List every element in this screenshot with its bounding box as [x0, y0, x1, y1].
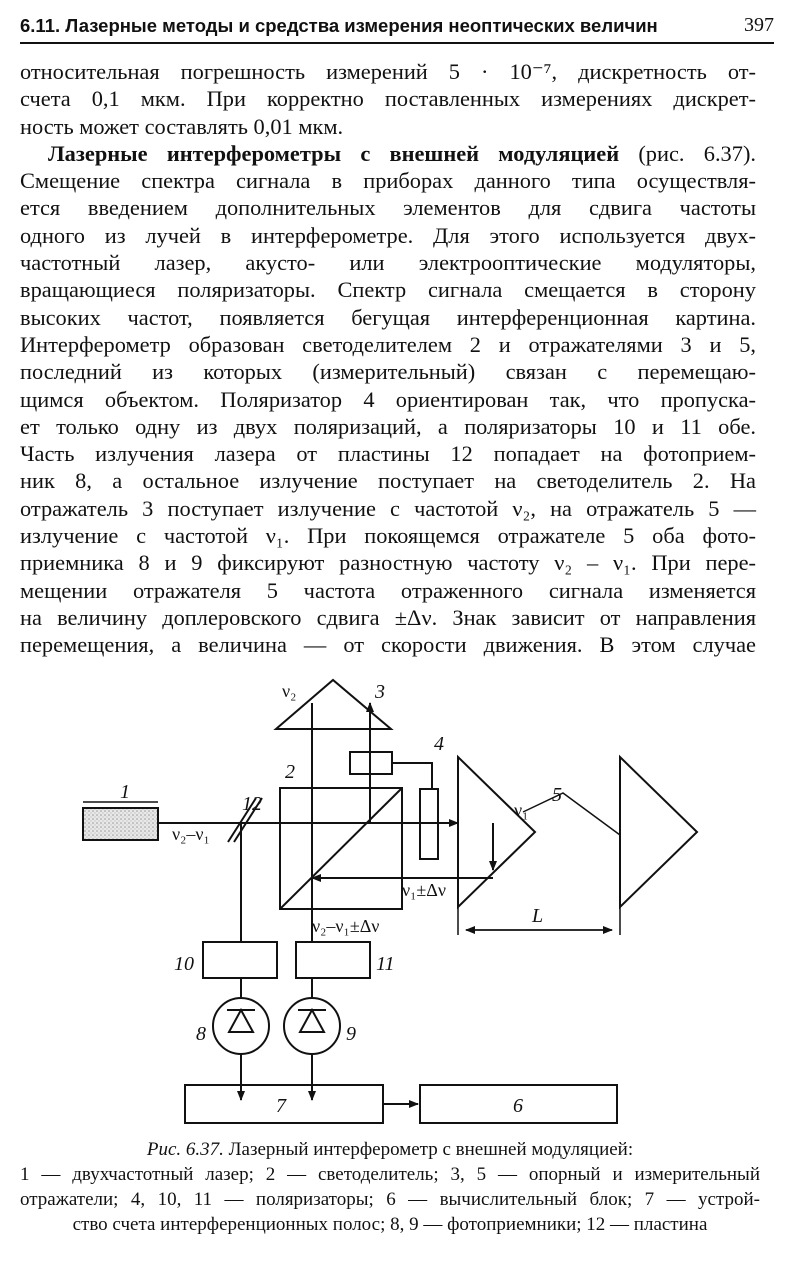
label-nu1: ν₁: [514, 800, 529, 820]
caption-line: отражатели; 4, 10, 11 — поляризаторы; 6 — вычислительный блок; 7 — устрой-: [20, 1189, 760, 1210]
text-line: Смещение спектра сигнала в приборах данного типа осуществля-: [20, 168, 756, 194]
caption-title-text: Лазерный интерферометр с внешней модуляцией:: [223, 1139, 634, 1160]
photodetector-9: [284, 998, 340, 1054]
label-8: 8: [196, 1023, 206, 1045]
figure-6-37: [0, 670, 794, 1140]
text-line: частотный лазер, акусто- или электрооптические модуляторы,: [20, 250, 756, 276]
text-line: излучение с частотой ν₁. При покоящемся отражателе 5 оба фото-: [20, 523, 756, 549]
paragraph-1: [20, 58, 756, 140]
text-line: ет только одну из двух поляризаций, а поляризаторы 10 и 11 обе.: [20, 413, 756, 439]
text-line: щимся объектом. Поляризатор 4 ориентирован так, что пропуска-: [20, 386, 756, 412]
label-9: 9: [346, 1023, 356, 1045]
text-line: перемещения, а величина — от скорости движения. В этом случае: [20, 632, 756, 658]
caption-title: [20, 1137, 760, 1162]
text-line: на величину доплеровского сдвига ±Δν. Знак зависит от направления: [20, 604, 756, 630]
label-nu2-nu1-pm-dnu: ν₂–ν₁±Δν: [312, 916, 380, 936]
label-10: 10: [174, 953, 194, 975]
label-4: 4: [434, 733, 444, 755]
text-line: высоких частот, появляется бегущая интерференционная картина.: [20, 304, 756, 330]
text-line: последний из которых (измерительный) связан с перемещаю-: [20, 359, 756, 385]
text-line: отражатель 3 поступает излучение с частотой ν₂, на отражатель 5 —: [20, 495, 756, 521]
text-line: одного из лучей в интерферометре. Для этого используется двух-: [20, 222, 756, 248]
text-line: ность может составлять 0,01 мкм.: [20, 113, 344, 139]
running-head: [20, 12, 774, 44]
figure-reference: (рис. 6.37).: [619, 140, 757, 166]
figure-caption: [20, 1137, 760, 1237]
label-12: 12: [242, 793, 262, 815]
label-5: 5: [552, 784, 562, 806]
label-6: 6: [513, 1095, 523, 1117]
section-title: 6.11. Лазерные методы и средства измерения неоптических величин: [20, 15, 658, 36]
body-text: [20, 58, 756, 659]
polarizer-10: [203, 942, 277, 978]
caption-line: 1 — двухчастотный лазер; 2 — светоделитель; 3, 5 — опорный и измерительный: [20, 1164, 760, 1185]
text-line: Часть излучения лазера от пластины 12 попадает на фотоприем-: [20, 441, 756, 467]
page-number: 397: [744, 14, 774, 36]
label-3: 3: [375, 681, 385, 703]
photodetector-8: [213, 998, 269, 1054]
text-line: относительная погрешность измерений 5 · 10⁻⁷, дискретность от-: [20, 59, 756, 84]
reflector-5-moved: [620, 757, 697, 907]
caption-figure-number: Рис. 6.37.: [146, 1139, 224, 1160]
caption-line: ство счета интерференционных полос; 8, 9 — фотоприемники; 12 — пластина: [72, 1214, 708, 1235]
label-nu2-minus-nu1: ν₂–ν₁: [172, 824, 210, 844]
reflector-5: [458, 757, 535, 907]
label-nu2: ν₂: [282, 681, 297, 701]
text-line: [20, 140, 756, 167]
text-line: Интерферометр образован светоделителем 2 и отражателями 3 и 5,: [20, 331, 756, 357]
interferometer-diagram: [0, 670, 794, 1140]
label-2: 2: [285, 761, 295, 783]
label-7: 7: [276, 1095, 286, 1117]
paragraph-2: [20, 140, 756, 659]
text-line: ник 8, а остальное излучение поступает на светоделитель 2. На: [20, 468, 756, 494]
text-line: приемника 8 и 9 фиксируют разностную частоту ν₂ – ν₁. При пере-: [20, 550, 756, 576]
text-line: вращающиеся поляризаторы. Спектр сигнала смещается в сторону: [20, 277, 756, 303]
label-11: 11: [376, 953, 395, 975]
paragraph-heading: Лазерные интерферометры с внешней модуляцией: [48, 140, 620, 166]
polarizer-11: [296, 942, 370, 978]
text-line: ется введением дополнительных элементов для сдвига частоты: [20, 195, 756, 221]
laser-1: [83, 808, 158, 840]
label-L: L: [532, 905, 544, 927]
label-1: 1: [120, 781, 130, 803]
text-line: счета 0,1 мкм. При корректно поставленных измерениях дискрет-: [20, 86, 756, 112]
text-line: мещении отражателя 5 частота отраженного сигнала изменяется: [20, 577, 756, 603]
label-nu1-pm-dnu: ν₁±Δν: [402, 880, 447, 900]
